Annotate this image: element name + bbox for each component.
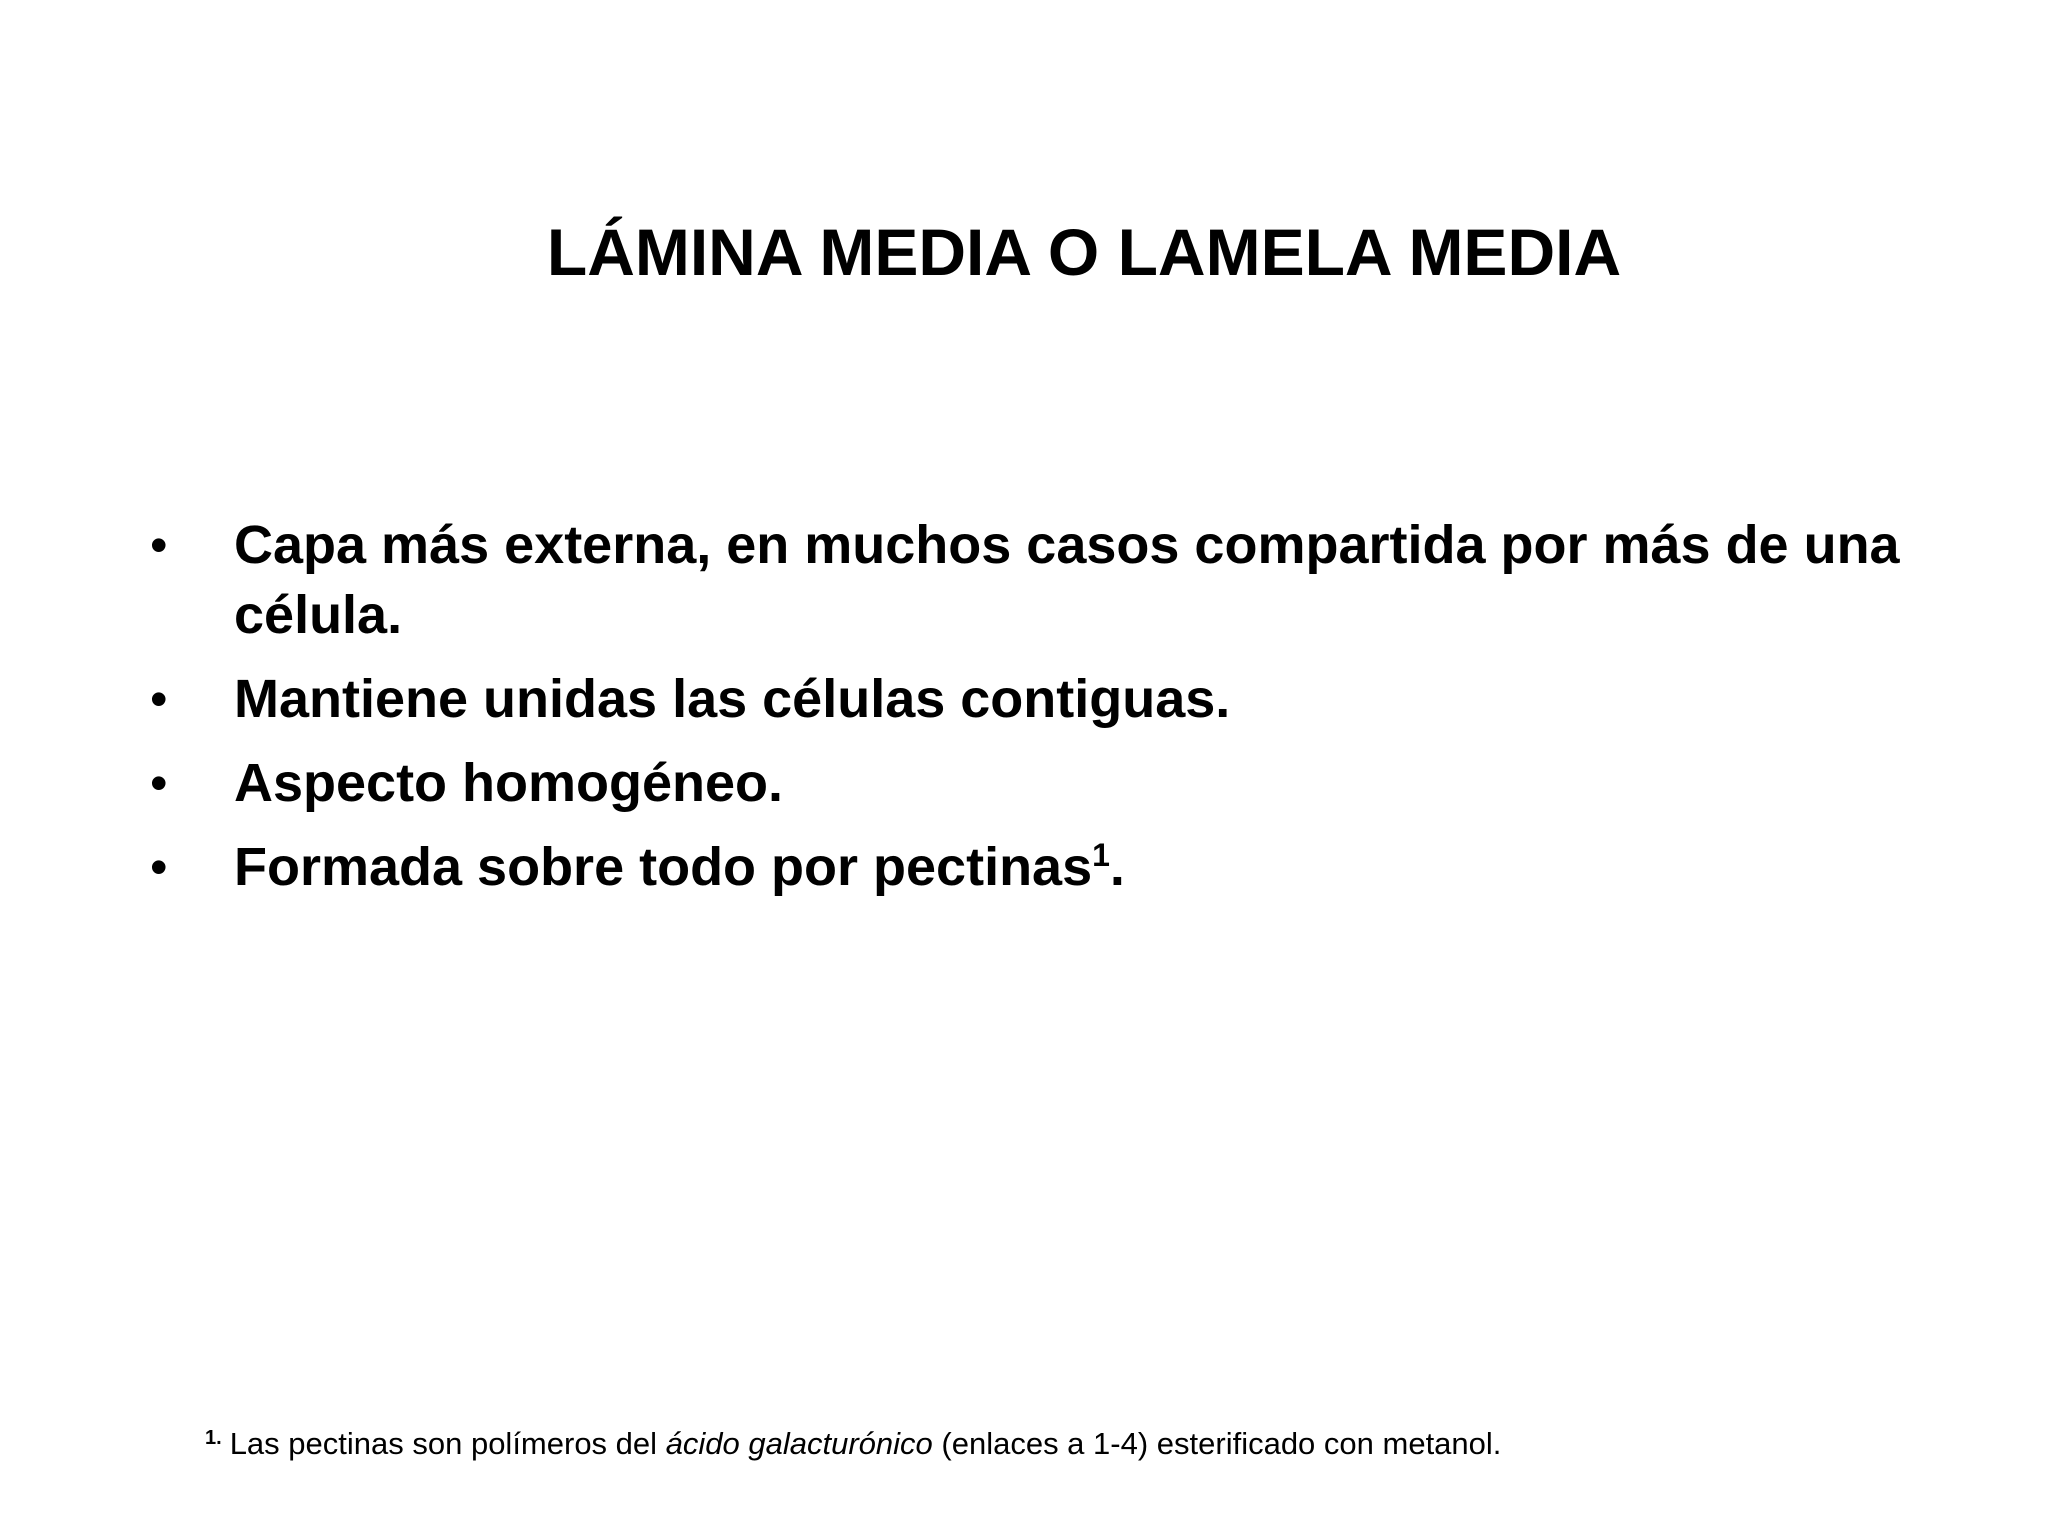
slide-title: LÁMINA MEDIA O LAMELA MEDIA <box>546 215 1622 289</box>
bullet-item <box>150 510 1950 650</box>
footnote-text-before: Las pectinas son polímeros del <box>229 1426 666 1461</box>
bullet-text: Mantiene unidas las células contiguas. <box>234 669 1231 729</box>
footnote-marker: 1. <box>205 1427 222 1449</box>
bullet-text: Formada sobre todo por pectinas <box>234 837 1093 897</box>
bullet-item <box>150 664 1950 734</box>
footnote-text-after: (enlaces a 1-4) esterificado con metanol. <box>932 1426 1502 1461</box>
bullet-text: Capa más externa, en muchos casos compartida por más de una célula. <box>234 515 1900 645</box>
footnote <box>205 1418 1501 1464</box>
footnote-italic-term: ácido galacturónico <box>665 1426 933 1461</box>
bullet-item <box>150 748 1950 818</box>
bullet-item <box>150 832 1950 902</box>
bullet-text: Aspecto homogéneo. <box>234 753 784 813</box>
bullet-suffix: . <box>1109 837 1125 897</box>
bullet-dot-icon: • <box>150 839 168 895</box>
bullet-dot-icon: • <box>150 517 168 573</box>
bullet-dot-icon: • <box>150 671 168 727</box>
footnote-reference: 1 <box>1092 837 1110 873</box>
bullet-dot-icon: • <box>150 755 168 811</box>
bullet-list <box>150 510 1950 916</box>
